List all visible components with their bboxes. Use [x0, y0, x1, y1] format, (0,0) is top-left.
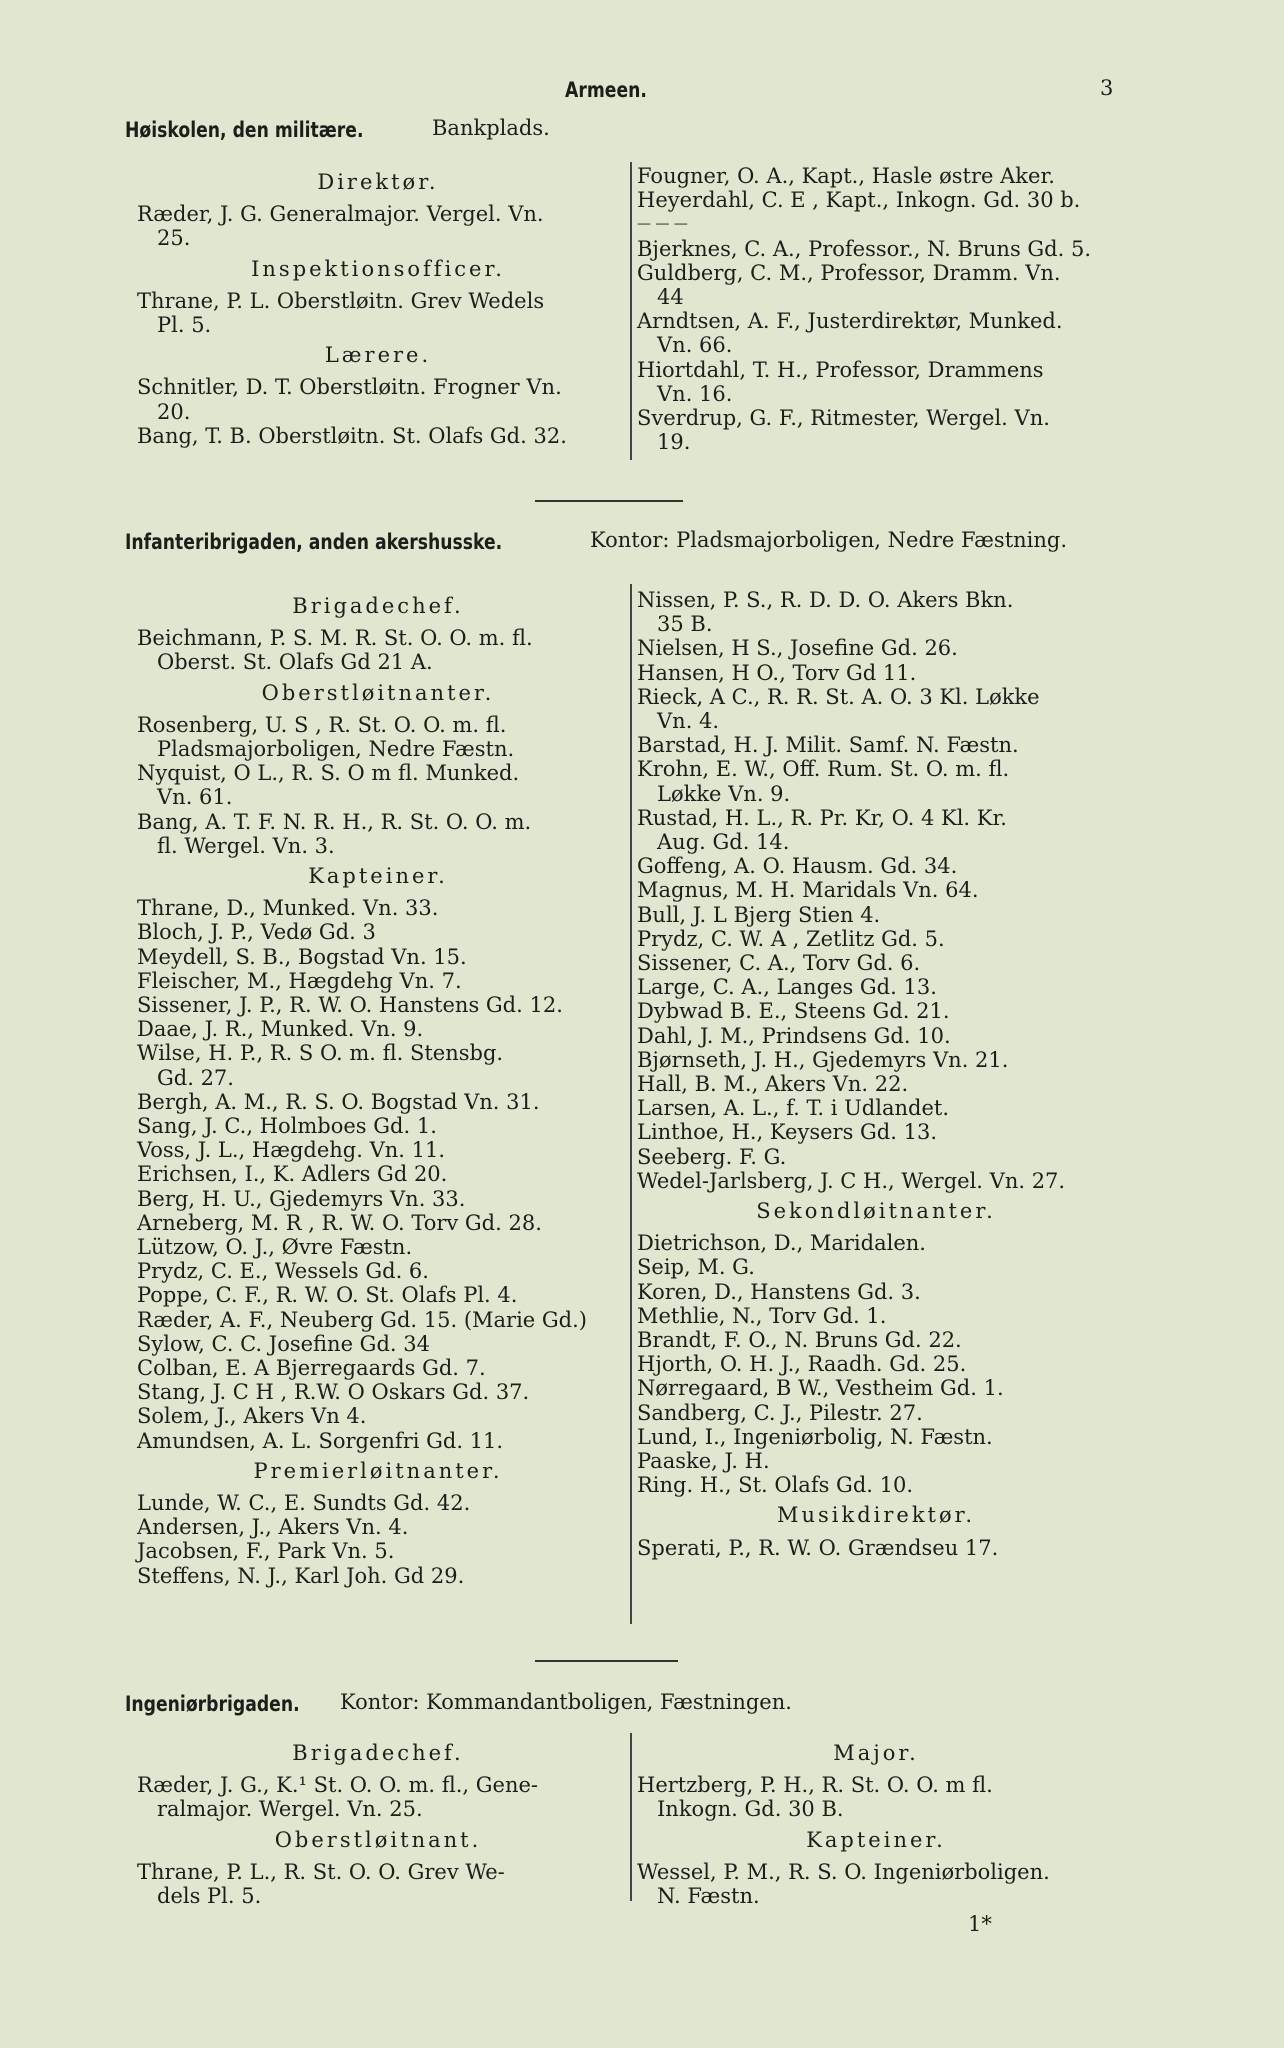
roster-entry: Wessel, P. M., R. S. O. Ingeniørboligen.	[637, 1859, 1050, 1884]
roster-entry: Paaske, J. H.	[637, 1449, 770, 1473]
roster-entry: Jacobsen, F., Park Vn. 5.	[137, 1539, 395, 1564]
roster-entry: Sang, J. C., Holmboes Gd. 1.	[137, 1114, 437, 1138]
entry-continuation: 35 B.	[657, 612, 713, 637]
rank-subheading: Kapteiner.	[308, 864, 448, 888]
roster-entry: Berg, H. U., Gjedemyrs Vn. 33.	[137, 1186, 466, 1211]
roster-entry: Arneberg, M. R , R. W. O. Torv Gd. 28.	[137, 1210, 542, 1235]
roster-entry: Fleischer, M., Hægdehg Vn. 7.	[137, 968, 462, 993]
roster-entry: Heyerdahl, C. E , Kapt., Inkogn. Gd. 30 b.	[637, 188, 1081, 213]
roster-entry: Lund, I., Ingeniørbolig, N. Fæstn.	[637, 1424, 993, 1449]
roster-entry: Prydz, C. E., Wessels Gd. 6.	[137, 1259, 429, 1284]
roster-entry: Hansen, H O., Torv Gd 11.	[637, 660, 917, 685]
roster-entry: Sandberg, C. J., Pilestr. 27.	[637, 1400, 923, 1425]
roster-entry: Nielsen, H S., Josefine Gd. 26.	[637, 636, 958, 661]
roster-entry: Nørregaard, B W., Vestheim Gd. 1.	[637, 1376, 1004, 1401]
roster-entry: Wilse, H. P., R. S O. m. fl. Stensbg.	[137, 1041, 504, 1066]
roster-entry: Bang, A. T. F. N. R. H., R. St. O. O. m.	[137, 809, 532, 834]
roster-entry: Ring. H., St. Olafs Gd. 10.	[637, 1473, 914, 1498]
entry-continuation: Inkogn. Gd. 30 B.	[657, 1797, 844, 1822]
roster-entry: Rustad, H. L., R. Pr. Kr, O. 4 Kl. Kr.	[637, 805, 1007, 830]
section-divider	[535, 500, 683, 502]
roster-entry: Thrane, D., Munked. Vn. 33.	[137, 896, 439, 921]
roster-entry: Nissen, P. S., R. D. D. O. Akers Bkn.	[637, 588, 1014, 612]
roster-entry: Bloch, J. P., Vedø Gd. 3	[137, 920, 376, 945]
rank-subheading: Inspektionsofficer.	[251, 256, 505, 281]
section-note: Kontor: Pladsmajorboligen, Nedre Fæstning.	[590, 528, 1068, 552]
roster-entry: Sissener, C. A., Torv Gd. 6.	[637, 951, 921, 975]
roster-entry: Larsen, A. L., f. T. i Udlandet.	[637, 1096, 949, 1121]
rank-subheading: Major.	[833, 1741, 919, 1765]
section-divider	[535, 1660, 678, 1662]
roster-entry: Hjorth, O. H. J., Raadh. Gd. 25.	[637, 1352, 967, 1377]
section-heading: Infanteribrigaden, anden akershusske.	[125, 530, 503, 554]
signature-mark: 1*	[968, 1912, 992, 1936]
roster-entry: Andersen, J., Akers Vn. 4.	[137, 1515, 409, 1540]
roster-entry: Arndtsen, A. F., Justerdirektør, Munked.	[637, 309, 1063, 334]
entry-continuation: ralmajor. Wergel. Vn. 25.	[157, 1797, 423, 1822]
roster-entry: Bull, J. L Bjerg Stien 4.	[637, 902, 881, 927]
roster-entry: Rosenberg, U. S , R. St. O. O. m. fl.	[137, 712, 507, 737]
rank-subheading: Kapteiner.	[806, 1827, 946, 1852]
roster-entry: Stang, J. C H , R.W. O Oskars Gd. 37.	[137, 1380, 530, 1405]
roster-entry: Hiortdahl, T. H., Professor, Drammens	[637, 357, 1044, 382]
roster-entry: Linthoe, H., Keysers Gd. 13.	[637, 1120, 937, 1145]
rank-subheading: Lærere.	[324, 343, 432, 368]
roster-entry: Schnitler, D. T. Oberstløitn. Frogner Vn.	[137, 375, 562, 400]
entry-continuation: Oberst. St. Olafs Gd 21 A.	[157, 650, 433, 675]
roster-entry: Colban, E. A Bjerregaards Gd. 7.	[137, 1356, 486, 1380]
rank-subheading: Sekondløitnanter.	[756, 1199, 996, 1223]
roster-entry: Amundsen, A. L. Sorgenfri Gd. 11.	[137, 1428, 504, 1453]
roster-entry: Koren, D., Hanstens Gd. 3.	[637, 1279, 921, 1304]
entry-continuation: 44	[657, 285, 684, 309]
column-divider	[630, 162, 632, 460]
roster-entry: Sverdrup, G. F., Ritmester, Wergel. Vn.	[637, 406, 1050, 430]
rank-subheading: Musikdirektør.	[776, 1503, 976, 1528]
roster-entry: Krohn, E. W., Off. Rum. St. O. m. fl.	[637, 757, 1010, 782]
roster-entry: Guldberg, C. M., Professor, Dramm. Vn.	[637, 260, 1061, 285]
roster-entry: Voss, J. L., Hægdehg. Vn. 11.	[137, 1138, 446, 1163]
roster-entry: Steffens, N. J., Karl Joh. Gd 29.	[137, 1563, 465, 1588]
roster-entry: Seeberg. F. G.	[637, 1144, 787, 1169]
column-divider	[630, 584, 632, 1624]
roster-entry: Rieck, A C., R. R. St. A. O. 3 Kl. Løkke	[637, 684, 1040, 709]
roster-entry: Wedel-Jarlsberg, J. C H., Wergel. Vn. 27.	[637, 1168, 1066, 1193]
running-head: Armeen.	[565, 78, 647, 102]
roster-entry: Hertzberg, P. H., R. St. O. O. m fl.	[637, 1773, 993, 1798]
section-note: Bankplads.	[432, 116, 550, 140]
entry-continuation: 19.	[657, 430, 691, 455]
roster-entry: Hall, B. M., Akers Vn. 22.	[637, 1072, 909, 1096]
section-heading: Ingeniørbrigaden.	[125, 1692, 300, 1716]
roster-entry: Bjerknes, C. A., Professor., N. Bruns Gd. 5.	[637, 236, 1092, 261]
roster-entry: Bjørnseth, J. H., Gjedemyrs Vn. 21.	[637, 1047, 1009, 1072]
roster-entry: Dietrichson, D., Maridalen.	[637, 1231, 926, 1256]
roster-entry: Lunde, W. C., E. Sundts Gd. 42.	[137, 1491, 471, 1515]
entry-continuation: 20.	[157, 399, 191, 424]
entry-continuation: Løkke Vn. 9.	[657, 781, 791, 806]
rank-subheading: Premierløitnanter.	[253, 1458, 503, 1483]
entry-continuation: fl. Wergel. Vn. 3.	[157, 833, 335, 858]
roster-entry: Fougner, O. A., Kapt., Hasle østre Aker.	[637, 164, 1055, 188]
roster-entry: Erichsen, I., K. Adlers Gd 20.	[137, 1162, 448, 1187]
roster-entry: Nyquist, O L., R. S. O m fl. Munked.	[137, 761, 520, 786]
entry-continuation: Vn. 4.	[657, 709, 720, 733]
roster-entry: Magnus, M. H. Maridals Vn. 64.	[637, 878, 979, 903]
roster-entry: Ræder, A. F., Neuberg Gd. 15. (Marie Gd.)	[137, 1307, 587, 1332]
roster-entry: Methlie, N., Torv Gd. 1.	[637, 1303, 887, 1328]
rank-subheading: Oberstløitnanter.	[261, 680, 495, 705]
entry-continuation: dels Pl. 5.	[157, 1884, 262, 1908]
roster-entry: Meydell, S. B., Bogstad Vn. 15.	[137, 944, 467, 969]
roster-entry: Dybwad B. E., Steens Gd. 21.	[637, 999, 950, 1024]
roster-entry: Sperati, P., R. W. O. Grændseu 17.	[637, 1535, 999, 1560]
rank-subheading: Oberstløitnant.	[274, 1827, 482, 1852]
roster-entry: Beichmann, P. S. M. R. St. O. O. m. fl.	[137, 626, 533, 651]
entry-continuation: Gd. 27.	[157, 1065, 234, 1090]
roster-entry: Prydz, C. W. A , Zetlitz Gd. 5.	[637, 926, 945, 951]
roster-entry: Daae, J. R., Munked. Vn. 9.	[137, 1017, 424, 1042]
rank-subheading: Direktør.	[317, 170, 439, 194]
roster-entry: Large, C. A., Langes Gd. 13.	[637, 975, 937, 1000]
entry-continuation: Vn. 16.	[657, 381, 733, 406]
entry-continuation: Vn. 66.	[657, 333, 733, 358]
entry-continuation: Vn. 61.	[157, 785, 233, 810]
entry-continuation: 25.	[157, 226, 191, 251]
roster-entry: Bang, T. B. Oberstløitn. St. Olafs Gd. 32.	[137, 423, 567, 448]
roster-entry: — — —	[637, 216, 688, 233]
entry-continuation: Pl. 5.	[157, 313, 212, 337]
entry-continuation: Aug. Gd. 14.	[657, 830, 790, 854]
roster-entry: Solem, J., Akers Vn 4.	[137, 1404, 367, 1429]
entry-continuation: N. Fæstn.	[657, 1884, 760, 1908]
section-heading: Høiskolen, den militære.	[125, 118, 364, 142]
roster-entry: Thrane, P. L., R. St. O. O. Grev We-	[137, 1859, 505, 1884]
roster-entry: Sylow, C. C. Josefine Gd. 34	[137, 1331, 430, 1356]
rank-subheading: Brigadechef.	[292, 1741, 464, 1765]
roster-entry: Goffeng, A. O. Hausm. Gd. 34.	[637, 854, 958, 879]
roster-entry: Ræder, J. G., K.¹ St. O. O. m. fl., Gene-	[137, 1773, 539, 1798]
rank-subheading: Brigadechef.	[292, 594, 464, 618]
roster-entry: Brandt, F. O., N. Bruns Gd. 22.	[637, 1328, 962, 1352]
roster-entry: Dahl, J. M., Prindsens Gd. 10.	[637, 1023, 951, 1048]
roster-entry: Barstad, H. J. Milit. Samf. N. Fæstn.	[637, 733, 1019, 758]
section-note: Kontor: Kommandantboligen, Fæstningen.	[340, 1690, 792, 1714]
roster-entry: Lützow, O. J., Øvre Fæstn.	[137, 1235, 413, 1259]
roster-entry: Ræder, J. G. Generalmajor. Vergel. Vn.	[137, 202, 544, 227]
roster-entry: Sissener, J. P., R. W. O. Hanstens Gd. 12.	[137, 993, 563, 1017]
column-divider	[630, 1733, 632, 1901]
roster-entry: Thrane, P. L. Oberstløitn. Grev Wedels	[137, 288, 545, 313]
roster-entry: Bergh, A. M., R. S. O. Bogstad Vn. 31.	[137, 1089, 540, 1114]
entry-continuation: Pladsmajorboligen, Nedre Fæstn.	[157, 737, 515, 761]
roster-entry: Poppe, C. F., R. W. O. St. Olafs Pl. 4.	[137, 1283, 518, 1308]
roster-entry: Seip, M. G.	[637, 1255, 755, 1280]
page-number: 3	[1100, 76, 1114, 100]
